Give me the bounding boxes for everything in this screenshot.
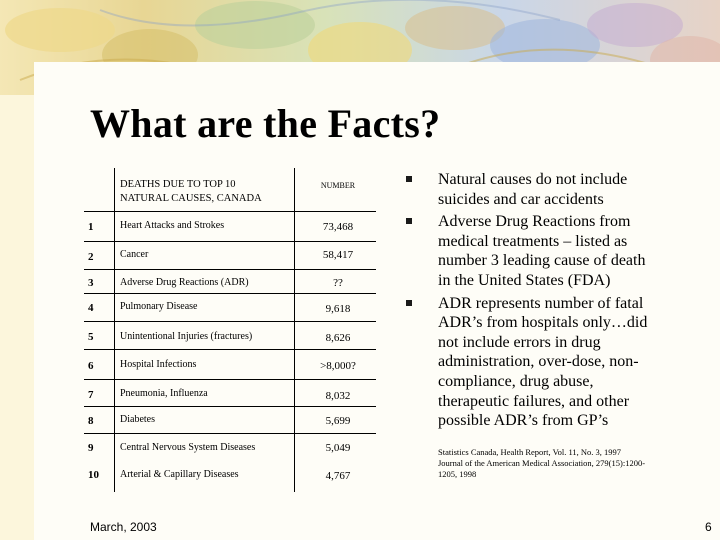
table-row [84,380,376,407]
bullet-line: not include errors in drug [438,333,601,351]
number-cell: 73,468 [322,221,354,233]
bullet-line: Adverse Drug Reactions from [438,213,631,231]
number-cell: ?? [333,277,343,289]
table-row [84,407,376,434]
bullet-line: in the United States (FDA) [438,271,611,289]
bullet-line: Natural causes do not include [438,171,628,188]
rank-cell: 10 [88,469,99,481]
page-number: 6 [705,520,712,534]
table-row [84,294,376,322]
bullet-line: ADR’s from hospitals only…did [438,314,648,332]
bullet-line: therapeutic failures, and other [438,392,630,410]
cause-cell: Central Nervous System Diseases [120,442,256,453]
number-cell: 8,626 [325,332,351,344]
cause-cell: Diabetes [120,414,155,425]
cause-cell: Adverse Drug Reactions (ADR) [120,277,249,288]
rank-cell: 2 [88,251,94,263]
number-cell: 58,417 [322,249,354,261]
bullet-line: administration, over-dose, non- [438,353,639,371]
bullet-line: number 3 leading cause of death [438,252,646,270]
bullet-item [400,170,700,209]
table-row [84,212,376,242]
cause-cell: Unintentional Injuries (fractures) [120,331,253,342]
table-row [84,322,376,350]
bullet-line: compliance, drug abuse, [438,372,594,390]
cause-cell: Arterial & Capillary Diseases [120,469,239,480]
bullet-item [400,294,700,431]
table-row [84,434,376,461]
bullet-line: medical treatments – listed as [438,232,628,250]
square-bullet-icon [406,300,412,306]
footer-date: March, 2003 [90,520,157,534]
rank-cell: 3 [88,277,94,289]
bullet-line: ADR represents number of fatal [438,294,644,312]
number-cell: 8,032 [325,390,351,402]
reference-line: 1205, 1998 [438,469,477,479]
table-row [84,461,376,492]
table-header-cause [120,178,262,206]
number-cell: 5,049 [325,442,351,454]
bullet-item [400,212,700,290]
table-header-cause-line: DEATHS DUE TO TOP 10 [120,179,236,190]
rank-cell: 8 [88,415,94,427]
bullet-line: possible ADR’s from GP’s [438,412,609,430]
number-cell: 4,767 [325,470,351,482]
reference-line: Statistics Canada, Health Report, Vol. 11, No. 3, 1997 [438,447,622,457]
square-bullet-icon [406,218,412,224]
table-row [84,350,376,380]
number-cell: 9,618 [325,303,351,315]
table-header-cause-line: NATURAL CAUSES, CANADA [120,193,262,204]
bullet-line: suicides and car accidents [438,190,604,208]
rank-cell: 9 [88,442,94,454]
facts-bullet-list [400,170,700,431]
cause-cell: Pneumonia, Influenza [120,388,208,399]
table-header-row [84,168,376,212]
table-row [84,242,376,270]
cause-cell: Cancer [120,249,149,260]
number-cell: 5,699 [325,415,351,427]
rank-cell: 1 [88,221,94,233]
references [438,447,645,480]
rank-cell: 4 [88,302,94,314]
cause-cell: Hospital Infections [120,359,197,370]
number-cell: >8,000? [320,360,356,372]
cause-cell: Pulmonary Disease [120,301,198,312]
rank-cell: 5 [88,331,94,343]
square-bullet-icon [406,176,412,182]
rank-cell: 7 [88,389,94,401]
reference-line: Journal of the American Medical Association, 279(15):1200- [438,458,646,468]
rank-cell: 6 [88,360,94,372]
slide-title: What are the Facts? [90,101,441,146]
table-row [84,270,376,294]
cause-cell: Heart Attacks and Strokes [120,220,225,231]
deaths-table [84,168,376,492]
table-header-number: NUMBER [320,181,356,190]
